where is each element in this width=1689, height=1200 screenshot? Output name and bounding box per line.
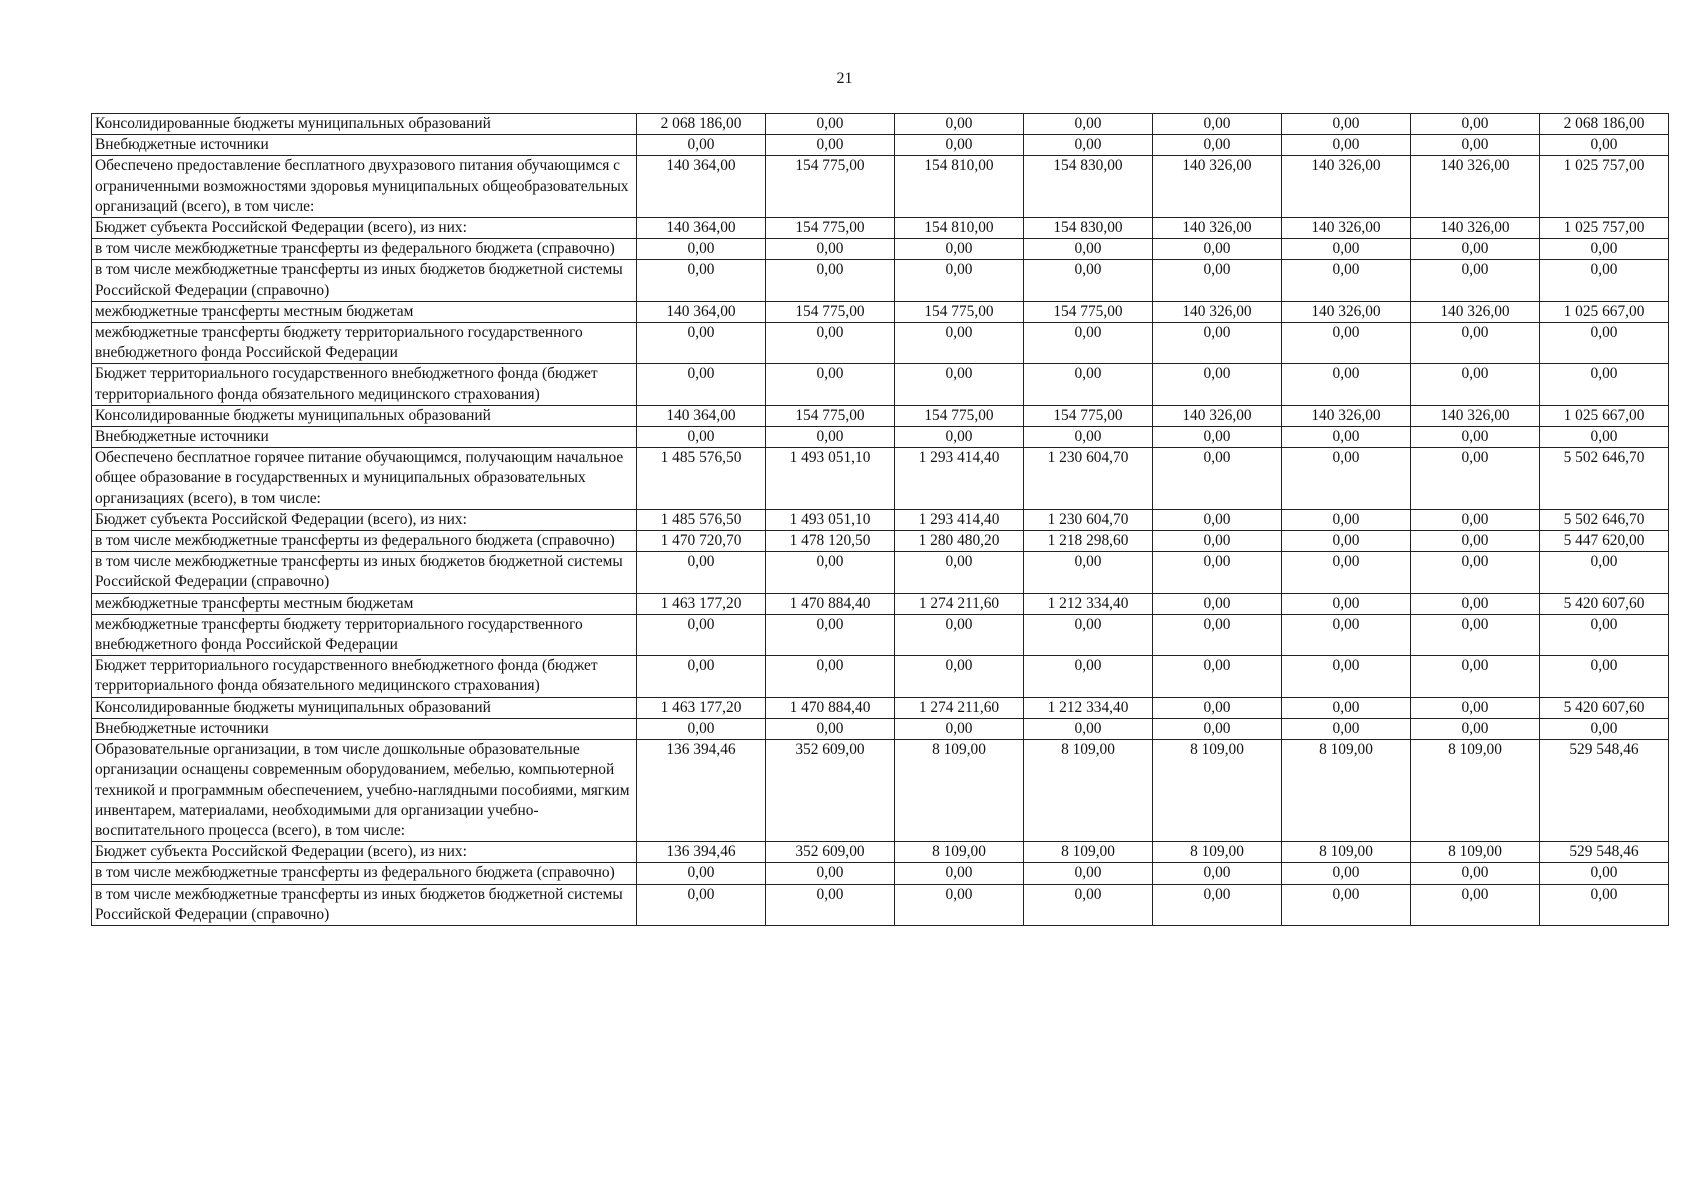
row-label: Обеспечено предоставление бесплатного двухразового питания обучающимся с ограниченными возможностями здоровья муниципальных общеобразовательных организаций (всего), в том числе: <box>92 156 637 218</box>
row-value-cell: 0,00 <box>1024 614 1153 655</box>
row-value-cell: 8 109,00 <box>1024 740 1153 842</box>
row-label: Консолидированные бюджеты муниципальных образований <box>92 697 637 718</box>
row-value-cell: 0,00 <box>766 614 895 655</box>
row-total-cell: 0,00 <box>1540 884 1669 925</box>
row-label: Бюджет субъекта Российской Федерации (всего), из них: <box>92 842 637 863</box>
row-value-cell: 140 326,00 <box>1411 405 1540 426</box>
row-value-cell: 0,00 <box>1024 364 1153 405</box>
row-total-cell: 0,00 <box>1540 656 1669 697</box>
row-value-cell: 140 364,00 <box>637 156 766 218</box>
row-value-cell: 1 280 480,20 <box>895 531 1024 552</box>
row-value-cell: 0,00 <box>766 135 895 156</box>
row-value-cell: 140 364,00 <box>637 218 766 239</box>
row-value-cell: 0,00 <box>1411 884 1540 925</box>
row-value-cell: 154 775,00 <box>1024 405 1153 426</box>
row-label: межбюджетные трансферты бюджету территориального государственного внебюджетного фонда Российской Федерации <box>92 323 637 364</box>
table-row <box>92 364 1669 405</box>
row-total-cell: 5 502 646,70 <box>1540 509 1669 530</box>
row-value-cell: 8 109,00 <box>1411 740 1540 842</box>
row-value-cell: 0,00 <box>1024 260 1153 301</box>
row-value-cell: 0,00 <box>766 323 895 364</box>
row-label: Внебюджетные источники <box>92 135 637 156</box>
row-total-cell: 0,00 <box>1540 239 1669 260</box>
row-value-cell: 0,00 <box>1153 656 1282 697</box>
row-value-cell: 0,00 <box>1282 614 1411 655</box>
row-value-cell: 140 326,00 <box>1411 156 1540 218</box>
row-value-cell: 0,00 <box>895 718 1024 739</box>
table-row <box>92 552 1669 593</box>
row-value-cell: 0,00 <box>1411 509 1540 530</box>
row-value-cell: 140 326,00 <box>1282 301 1411 322</box>
row-total-cell: 1 025 667,00 <box>1540 405 1669 426</box>
row-value-cell: 0,00 <box>895 427 1024 448</box>
row-value-cell: 0,00 <box>766 552 895 593</box>
table-row <box>92 135 1669 156</box>
row-value-cell: 136 394,46 <box>637 842 766 863</box>
row-value-cell: 8 109,00 <box>1153 842 1282 863</box>
row-value-cell: 0,00 <box>766 863 895 884</box>
row-value-cell: 0,00 <box>895 614 1024 655</box>
row-value-cell: 1 274 211,60 <box>895 593 1024 614</box>
row-label: Консолидированные бюджеты муниципальных образований <box>92 405 637 426</box>
row-value-cell: 0,00 <box>895 884 1024 925</box>
row-value-cell: 0,00 <box>1282 656 1411 697</box>
row-value-cell: 140 326,00 <box>1282 405 1411 426</box>
table-row <box>92 156 1669 218</box>
row-value-cell: 1 218 298,60 <box>1024 531 1153 552</box>
row-value-cell: 0,00 <box>1411 364 1540 405</box>
row-value-cell: 0,00 <box>1024 427 1153 448</box>
row-total-cell: 1 025 757,00 <box>1540 218 1669 239</box>
row-value-cell: 1 470 720,70 <box>637 531 766 552</box>
row-total-cell: 0,00 <box>1540 718 1669 739</box>
row-value-cell: 0,00 <box>1411 531 1540 552</box>
row-value-cell: 0,00 <box>637 863 766 884</box>
row-value-cell: 352 609,00 <box>766 842 895 863</box>
row-value-cell: 0,00 <box>1153 697 1282 718</box>
row-value-cell: 0,00 <box>766 427 895 448</box>
row-total-cell: 1 025 667,00 <box>1540 301 1669 322</box>
row-value-cell: 1 212 334,40 <box>1024 593 1153 614</box>
row-value-cell: 0,00 <box>1153 448 1282 510</box>
row-value-cell: 0,00 <box>1282 863 1411 884</box>
row-total-cell: 5 502 646,70 <box>1540 448 1669 510</box>
row-value-cell: 8 109,00 <box>895 842 1024 863</box>
row-label: в том числе межбюджетные трансферты из иных бюджетов бюджетной системы Российской Федерации (справочно) <box>92 884 637 925</box>
row-label: Консолидированные бюджеты муниципальных образований <box>92 114 637 135</box>
row-value-cell: 0,00 <box>1282 364 1411 405</box>
row-label: Обеспечено бесплатное горячее питание обучающимся, получающим начальное общее образование в государственных и муниципальных образовательных организациях (всего), в том числе: <box>92 448 637 510</box>
row-value-cell: 1 493 051,10 <box>766 509 895 530</box>
row-value-cell: 154 775,00 <box>766 156 895 218</box>
row-label: в том числе межбюджетные трансферты из федерального бюджета (справочно) <box>92 239 637 260</box>
row-value-cell: 8 109,00 <box>1153 740 1282 842</box>
row-value-cell: 0,00 <box>1153 135 1282 156</box>
row-value-cell: 8 109,00 <box>1282 842 1411 863</box>
row-total-cell: 0,00 <box>1540 323 1669 364</box>
row-label: Образовательные организации, в том числе дошкольные образовательные организации оснащены современным оборудованием, мебелью, компьютерной техникой и программным обеспечением, учебно-наглядными пособиями, мягким инвентарем, материалами, необходимыми для организации учебно-воспитательного процесса (всего), в том числе: <box>92 740 637 842</box>
row-value-cell: 0,00 <box>637 614 766 655</box>
row-value-cell: 0,00 <box>766 114 895 135</box>
row-value-cell: 0,00 <box>1411 697 1540 718</box>
row-total-cell: 529 548,46 <box>1540 740 1669 842</box>
row-value-cell: 140 326,00 <box>1282 218 1411 239</box>
row-total-cell: 5 447 620,00 <box>1540 531 1669 552</box>
row-value-cell: 0,00 <box>1153 552 1282 593</box>
row-value-cell: 154 775,00 <box>766 405 895 426</box>
row-value-cell: 1 293 414,40 <box>895 448 1024 510</box>
row-value-cell: 0,00 <box>1153 718 1282 739</box>
row-value-cell: 1 463 177,20 <box>637 593 766 614</box>
row-value-cell: 1 478 120,50 <box>766 531 895 552</box>
row-value-cell: 0,00 <box>1153 614 1282 655</box>
table-row <box>92 863 1669 884</box>
row-value-cell: 0,00 <box>1282 531 1411 552</box>
row-label: Бюджет субъекта Российской Федерации (всего), из них: <box>92 218 637 239</box>
row-value-cell: 0,00 <box>895 135 1024 156</box>
row-value-cell: 1 485 576,50 <box>637 448 766 510</box>
row-value-cell: 0,00 <box>1411 260 1540 301</box>
row-value-cell: 0,00 <box>1411 135 1540 156</box>
row-value-cell: 0,00 <box>637 427 766 448</box>
table-row <box>92 656 1669 697</box>
row-value-cell: 154 775,00 <box>1024 301 1153 322</box>
row-value-cell: 1 493 051,10 <box>766 448 895 510</box>
row-value-cell: 2 068 186,00 <box>637 114 766 135</box>
row-total-cell: 5 420 607,60 <box>1540 593 1669 614</box>
table-row <box>92 323 1669 364</box>
row-value-cell: 0,00 <box>1411 656 1540 697</box>
row-value-cell: 154 830,00 <box>1024 156 1153 218</box>
row-value-cell: 0,00 <box>637 656 766 697</box>
row-value-cell: 0,00 <box>1153 531 1282 552</box>
row-value-cell: 0,00 <box>895 114 1024 135</box>
row-value-cell: 0,00 <box>766 656 895 697</box>
row-value-cell: 0,00 <box>1411 863 1540 884</box>
row-label: в том числе межбюджетные трансферты из федерального бюджета (справочно) <box>92 863 637 884</box>
row-value-cell: 0,00 <box>895 656 1024 697</box>
row-value-cell: 0,00 <box>637 239 766 260</box>
table-row <box>92 239 1669 260</box>
row-label: в том числе межбюджетные трансферты из иных бюджетов бюджетной системы Российской Федерации (справочно) <box>92 552 637 593</box>
row-total-cell: 529 548,46 <box>1540 842 1669 863</box>
row-value-cell: 0,00 <box>1282 448 1411 510</box>
table-row <box>92 114 1669 135</box>
row-total-cell: 0,00 <box>1540 863 1669 884</box>
row-value-cell: 0,00 <box>1153 509 1282 530</box>
row-value-cell: 0,00 <box>1024 656 1153 697</box>
row-value-cell: 0,00 <box>1024 323 1153 364</box>
row-value-cell: 140 364,00 <box>637 405 766 426</box>
row-value-cell: 1 230 604,70 <box>1024 448 1153 510</box>
row-label: межбюджетные трансферты бюджету территориального государственного внебюджетного фонда Российской Федерации <box>92 614 637 655</box>
row-total-cell: 0,00 <box>1540 552 1669 593</box>
table-row <box>92 842 1669 863</box>
row-value-cell: 0,00 <box>637 552 766 593</box>
row-value-cell: 0,00 <box>1282 427 1411 448</box>
row-label: Внебюджетные источники <box>92 427 637 448</box>
table-row <box>92 884 1669 925</box>
row-value-cell: 154 810,00 <box>895 218 1024 239</box>
row-value-cell: 140 326,00 <box>1153 218 1282 239</box>
table-row <box>92 509 1669 530</box>
row-value-cell: 140 326,00 <box>1411 218 1540 239</box>
row-value-cell: 1 274 211,60 <box>895 697 1024 718</box>
row-value-cell: 0,00 <box>1282 114 1411 135</box>
row-value-cell: 0,00 <box>1411 427 1540 448</box>
row-value-cell: 0,00 <box>766 239 895 260</box>
row-value-cell: 0,00 <box>1153 114 1282 135</box>
row-total-cell: 0,00 <box>1540 135 1669 156</box>
row-value-cell: 0,00 <box>1153 884 1282 925</box>
row-value-cell: 154 775,00 <box>766 301 895 322</box>
row-label: межбюджетные трансферты местным бюджетам <box>92 301 637 322</box>
row-value-cell: 0,00 <box>1153 593 1282 614</box>
table-row <box>92 260 1669 301</box>
row-value-cell: 140 326,00 <box>1153 156 1282 218</box>
row-value-cell: 1 470 884,40 <box>766 593 895 614</box>
row-value-cell: 0,00 <box>1024 239 1153 260</box>
row-value-cell: 0,00 <box>1411 239 1540 260</box>
row-total-cell: 0,00 <box>1540 260 1669 301</box>
row-value-cell: 0,00 <box>1282 260 1411 301</box>
row-value-cell: 0,00 <box>895 323 1024 364</box>
row-value-cell: 0,00 <box>1411 718 1540 739</box>
table-row <box>92 301 1669 322</box>
row-label: межбюджетные трансферты местным бюджетам <box>92 593 637 614</box>
row-label: Бюджет территориального государственного внебюджетного фонда (бюджет территориального фонда обязательного медицинского страхования) <box>92 364 637 405</box>
row-value-cell: 140 326,00 <box>1282 156 1411 218</box>
row-value-cell: 0,00 <box>1153 863 1282 884</box>
row-value-cell: 0,00 <box>1411 448 1540 510</box>
row-total-cell: 0,00 <box>1540 614 1669 655</box>
row-value-cell: 0,00 <box>1282 135 1411 156</box>
row-value-cell: 1 470 884,40 <box>766 697 895 718</box>
row-value-cell: 0,00 <box>1153 323 1282 364</box>
row-value-cell: 0,00 <box>1411 323 1540 364</box>
row-value-cell: 8 109,00 <box>1024 842 1153 863</box>
row-value-cell: 154 775,00 <box>766 218 895 239</box>
row-value-cell: 0,00 <box>1282 593 1411 614</box>
row-label: в том числе межбюджетные трансферты из иных бюджетов бюджетной системы Российской Федерации (справочно) <box>92 260 637 301</box>
row-value-cell: 0,00 <box>1153 427 1282 448</box>
row-value-cell: 0,00 <box>637 135 766 156</box>
row-value-cell: 140 326,00 <box>1411 301 1540 322</box>
row-value-cell: 0,00 <box>1024 135 1153 156</box>
row-value-cell: 0,00 <box>766 364 895 405</box>
row-value-cell: 0,00 <box>895 863 1024 884</box>
row-value-cell: 140 326,00 <box>1153 405 1282 426</box>
table-row <box>92 593 1669 614</box>
row-value-cell: 0,00 <box>637 718 766 739</box>
row-value-cell: 0,00 <box>1024 884 1153 925</box>
row-label: в том числе межбюджетные трансферты из федерального бюджета (справочно) <box>92 531 637 552</box>
row-value-cell: 0,00 <box>1153 260 1282 301</box>
table-row <box>92 218 1669 239</box>
table-row <box>92 740 1669 842</box>
row-value-cell: 136 394,46 <box>637 740 766 842</box>
row-value-cell: 352 609,00 <box>766 740 895 842</box>
row-total-cell: 1 025 757,00 <box>1540 156 1669 218</box>
row-total-cell: 5 420 607,60 <box>1540 697 1669 718</box>
row-value-cell: 0,00 <box>1411 614 1540 655</box>
table-row <box>92 697 1669 718</box>
row-value-cell: 1 293 414,40 <box>895 509 1024 530</box>
row-value-cell: 0,00 <box>1282 552 1411 593</box>
row-value-cell: 0,00 <box>766 260 895 301</box>
table-row <box>92 718 1669 739</box>
table-row <box>92 614 1669 655</box>
table-row <box>92 531 1669 552</box>
row-value-cell: 0,00 <box>1411 593 1540 614</box>
row-value-cell: 0,00 <box>895 364 1024 405</box>
row-label: Бюджет субъекта Российской Федерации (всего), из них: <box>92 509 637 530</box>
row-value-cell: 0,00 <box>637 260 766 301</box>
row-value-cell: 0,00 <box>1282 239 1411 260</box>
table-row <box>92 448 1669 510</box>
row-value-cell: 8 109,00 <box>1411 842 1540 863</box>
row-value-cell: 0,00 <box>1024 863 1153 884</box>
row-value-cell: 0,00 <box>1153 364 1282 405</box>
row-total-cell: 0,00 <box>1540 427 1669 448</box>
row-value-cell: 0,00 <box>1411 552 1540 593</box>
table-row <box>92 405 1669 426</box>
row-value-cell: 8 109,00 <box>1282 740 1411 842</box>
budget-table <box>91 113 1669 926</box>
row-value-cell: 0,00 <box>1282 697 1411 718</box>
row-value-cell: 1 230 604,70 <box>1024 509 1153 530</box>
row-value-cell: 154 830,00 <box>1024 218 1153 239</box>
row-value-cell: 140 364,00 <box>637 301 766 322</box>
table-row <box>92 427 1669 448</box>
row-value-cell: 1 463 177,20 <box>637 697 766 718</box>
row-value-cell: 8 109,00 <box>895 740 1024 842</box>
row-value-cell: 0,00 <box>1024 718 1153 739</box>
row-value-cell: 0,00 <box>637 884 766 925</box>
row-total-cell: 0,00 <box>1540 364 1669 405</box>
row-value-cell: 0,00 <box>1282 323 1411 364</box>
row-value-cell: 1 485 576,50 <box>637 509 766 530</box>
row-value-cell: 0,00 <box>1282 884 1411 925</box>
row-label: Внебюджетные источники <box>92 718 637 739</box>
row-total-cell: 2 068 186,00 <box>1540 114 1669 135</box>
row-value-cell: 0,00 <box>1282 509 1411 530</box>
row-value-cell: 0,00 <box>895 260 1024 301</box>
page-number: 21 <box>836 70 853 87</box>
row-value-cell: 154 775,00 <box>895 405 1024 426</box>
row-value-cell: 154 775,00 <box>895 301 1024 322</box>
row-value-cell: 0,00 <box>766 718 895 739</box>
row-value-cell: 0,00 <box>1024 552 1153 593</box>
row-value-cell: 0,00 <box>766 884 895 925</box>
row-value-cell: 1 212 334,40 <box>1024 697 1153 718</box>
row-value-cell: 0,00 <box>895 552 1024 593</box>
row-label: Бюджет территориального государственного внебюджетного фонда (бюджет территориального фонда обязательного медицинского страхования) <box>92 656 637 697</box>
row-value-cell: 0,00 <box>895 239 1024 260</box>
row-value-cell: 0,00 <box>637 364 766 405</box>
table-body <box>92 114 1669 926</box>
row-value-cell: 0,00 <box>1153 239 1282 260</box>
row-value-cell: 0,00 <box>1282 718 1411 739</box>
row-value-cell: 0,00 <box>637 323 766 364</box>
row-value-cell: 0,00 <box>1411 114 1540 135</box>
row-value-cell: 154 810,00 <box>895 156 1024 218</box>
row-value-cell: 140 326,00 <box>1153 301 1282 322</box>
row-value-cell: 0,00 <box>1024 114 1153 135</box>
